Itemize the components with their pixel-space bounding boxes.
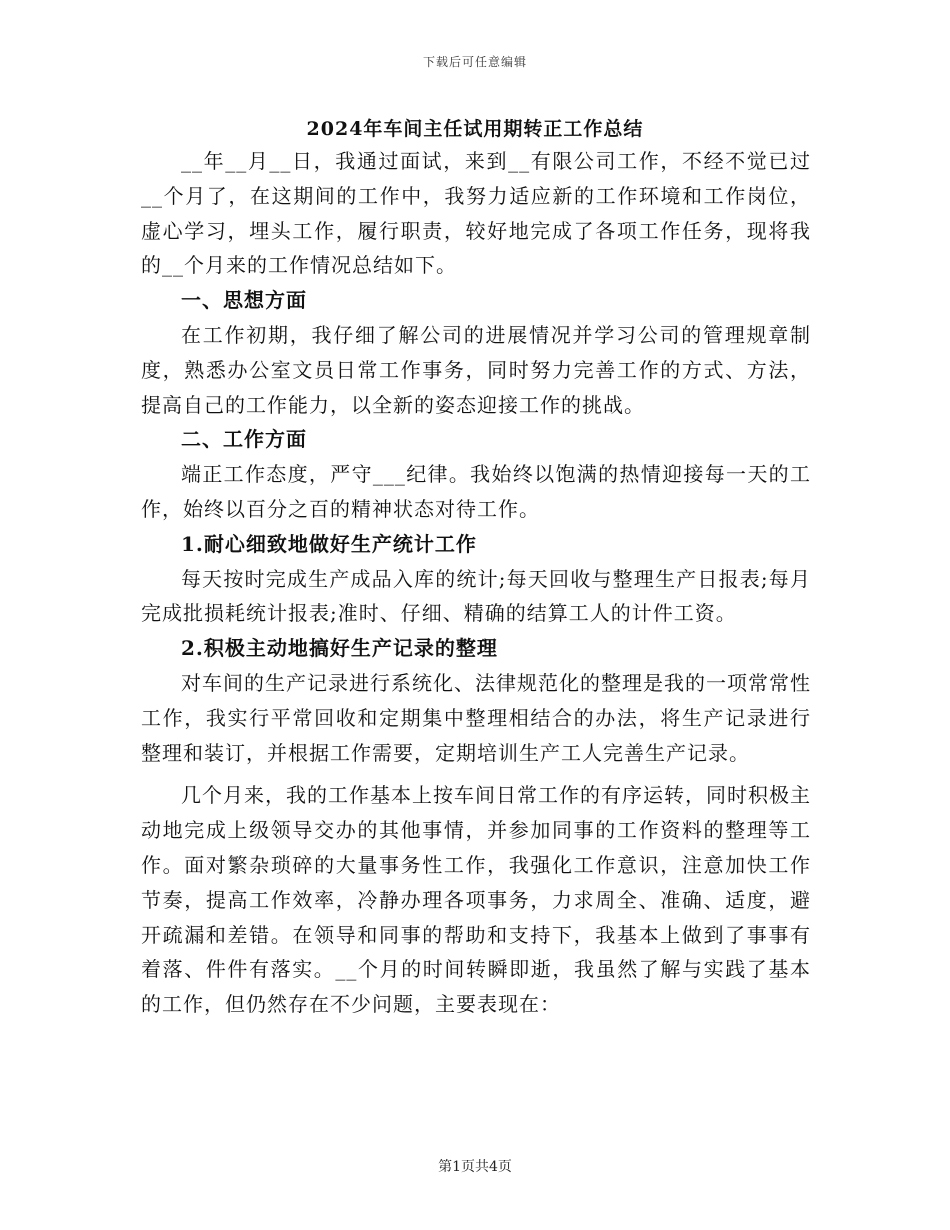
document-body	[141, 144, 811, 1022]
paragraph-thought: 在工作初期，我仔细了解公司的进展情况并学习公司的管理规章制度，熟悉办公室文员日常工作事务，同时努力完善工作的方式、方法，提高自己的工作能力，以全新的姿态迎接工作的挑战。	[141, 322, 811, 417]
section-heading-thought: 一、思想方面	[181, 288, 307, 313]
paragraph-intro: __年__月__日，我通过面试，来到__有限公司工作，不经不觉已过__个月了，在这期间的工作中，我努力适应新的工作环境和工作岗位，虚心学习，埋头工作，履行职责，较好地完成了各项工作任务，现将我的__个月来的工作情况总结如下。	[141, 149, 811, 278]
paragraph-summary: 几个月来，我的工作基本上按车间日常工作的有序运转，同时积极主动地完成上级领导交办的其他事情，并参加同事的工作资料的整理等工作。面对繁杂琐碎的大量事务性工作，我强化工作意识，注意加快工作节奏，提高工作效率，冷静办理各项事务，力求周全、准确、适度，避开疏漏和差错。在领导和同事的帮助和支持下，我基本上做到了事事有着落、件件有落实。__个月的时间转瞬即逝，我虽然了解与实践了基本的工作，但仍然存在不少问题，主要表现在：	[141, 783, 811, 1017]
header-note: 下载后可任意编辑	[422, 55, 527, 69]
paragraph-work-attitude: 端正工作态度，严守___纪律。我始终以饱满的热情迎接每一天的工作，始终以百分之百的精神状态对待工作。	[141, 462, 811, 521]
paragraph-records: 对车间的生产记录进行系统化、法律规范化的整理是我的一项常常性工作，我实行平常回收和定期集中整理相结合的办法，将生产记录进行整理和装订，并根据工作需要，定期培训生产工人完善生产记录。	[141, 670, 811, 765]
subheading-records: 2.积极主动地搞好生产记录的整理	[181, 636, 498, 661]
subheading-statistics: 1.耐心细致地做好生产统计工作	[181, 531, 477, 556]
paragraph-statistics: 每天按时完成生产成品入库的统计;每天回收与整理生产日报表;每月完成批损耗统计报表;准时、仔细、精确的结算工人的计件工资。	[141, 566, 811, 626]
paragraph-gap	[141, 770, 811, 778]
section-heading-work: 二、工作方面	[181, 427, 307, 452]
page-footer: 第1页共4页	[438, 1159, 512, 1175]
document-title: 2024年车间主任试用期转正工作总结	[306, 118, 644, 140]
